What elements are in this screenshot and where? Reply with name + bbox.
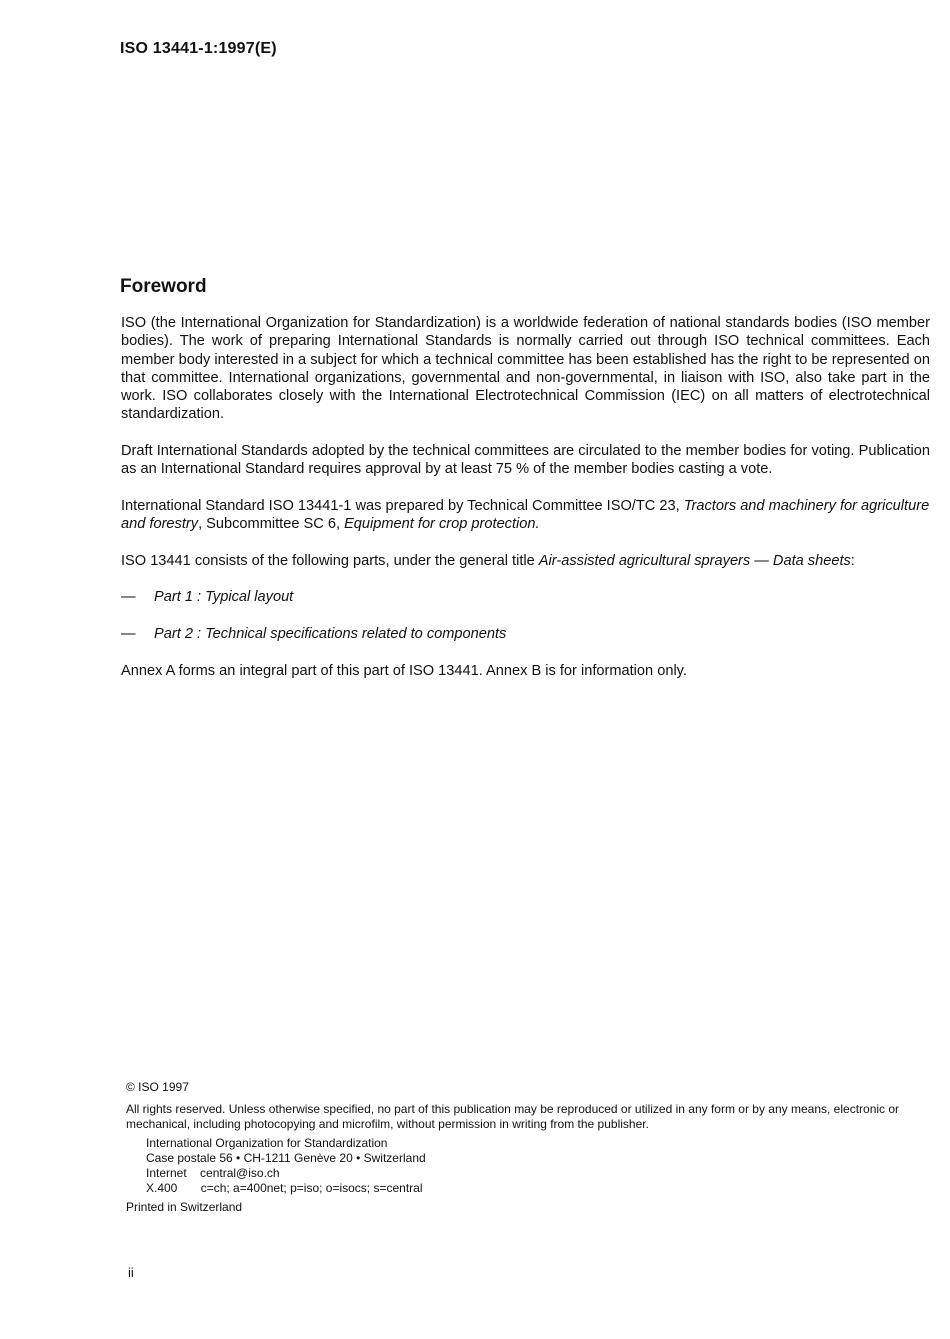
foreword-body (121, 314, 930, 680)
copyright-block (126, 1080, 936, 1216)
internet-address: Internet central@iso.ch (146, 1166, 280, 1181)
paragraph-4-text-before: ISO 13441 consists of the following parts, under the general title (121, 552, 539, 569)
x400-address: X.400 c=ch; a=400net; p=iso; o=isocs; s=central (146, 1181, 423, 1196)
document-id-header: ISO 13441-1:1997(E) (120, 40, 277, 57)
rights-statement: All rights reserved. Unless otherwise specified, no part of this publication may be reproduced or utilized in any form or by any means, electronic or mechanical, including photocopying and microfilm, without permission in writing from the publisher. (126, 1102, 900, 1132)
general-title: Air-assisted agricultural sprayers — Data sheets (538, 552, 851, 569)
foreword-paragraph-5: Annex A forms an integral part of this part of ISO 13441. Annex B is for information only. (121, 662, 687, 679)
list-item (121, 625, 930, 643)
page-number: ii (128, 1265, 134, 1280)
subcommittee-title: Equipment for crop protection. (344, 516, 540, 533)
part-2-label: Part 2 : Technical specifications related to components (154, 626, 507, 643)
list-dash: — (121, 589, 136, 606)
foreword-paragraph-3 (121, 497, 930, 534)
copyright-notice: © ISO 1997 (126, 1080, 189, 1094)
paragraph-3-text-before: International Standard ISO 13441-1 was prepared by Technical Committee ISO/TC 23, (121, 497, 684, 514)
list-item (121, 588, 930, 606)
postal-address: Case postale 56 • CH-1211 Genève 20 • Switzerland (146, 1150, 426, 1165)
foreword-paragraph-2: Draft International Standards adopted by the technical committees are circulated to the member bodies for voting. Publication as an International Standard requires approval by at least 75 % of the member bodies casting a vote. (121, 443, 930, 478)
foreword-paragraph-4 (121, 552, 930, 570)
paragraph-4-text-after: : (850, 552, 855, 569)
printed-in: Printed in Switzerland (126, 1200, 243, 1215)
foreword-paragraph-1: ISO (the International Organization for Standardization) is a worldwide federation of national standards bodies (ISO member bodies). The work of preparing International Standards is normally carried out through ISO technical committees. Each member body interested in a subject for which a technical committee has been established has the right to be represented on that committee. International organizations, governmental and non-governmental, in liaison with ISO, also take part in the work. ISO collaborates closely with the International Electrotechnical Commission (IEC) on all matters of electrotechnical standardization. (121, 315, 930, 423)
part-1-label: Part 1 : Typical layout (154, 589, 294, 606)
paragraph-3-text-middle: , Subcommittee SC 6, (198, 516, 345, 533)
committee-title: Tractors and machinery for agriculture and forestry (121, 497, 930, 533)
publisher-address (126, 1136, 936, 1197)
organization-name: International Organization for Standardization (146, 1135, 388, 1150)
list-dash: — (121, 626, 136, 643)
foreword-title: Foreword (120, 276, 207, 297)
